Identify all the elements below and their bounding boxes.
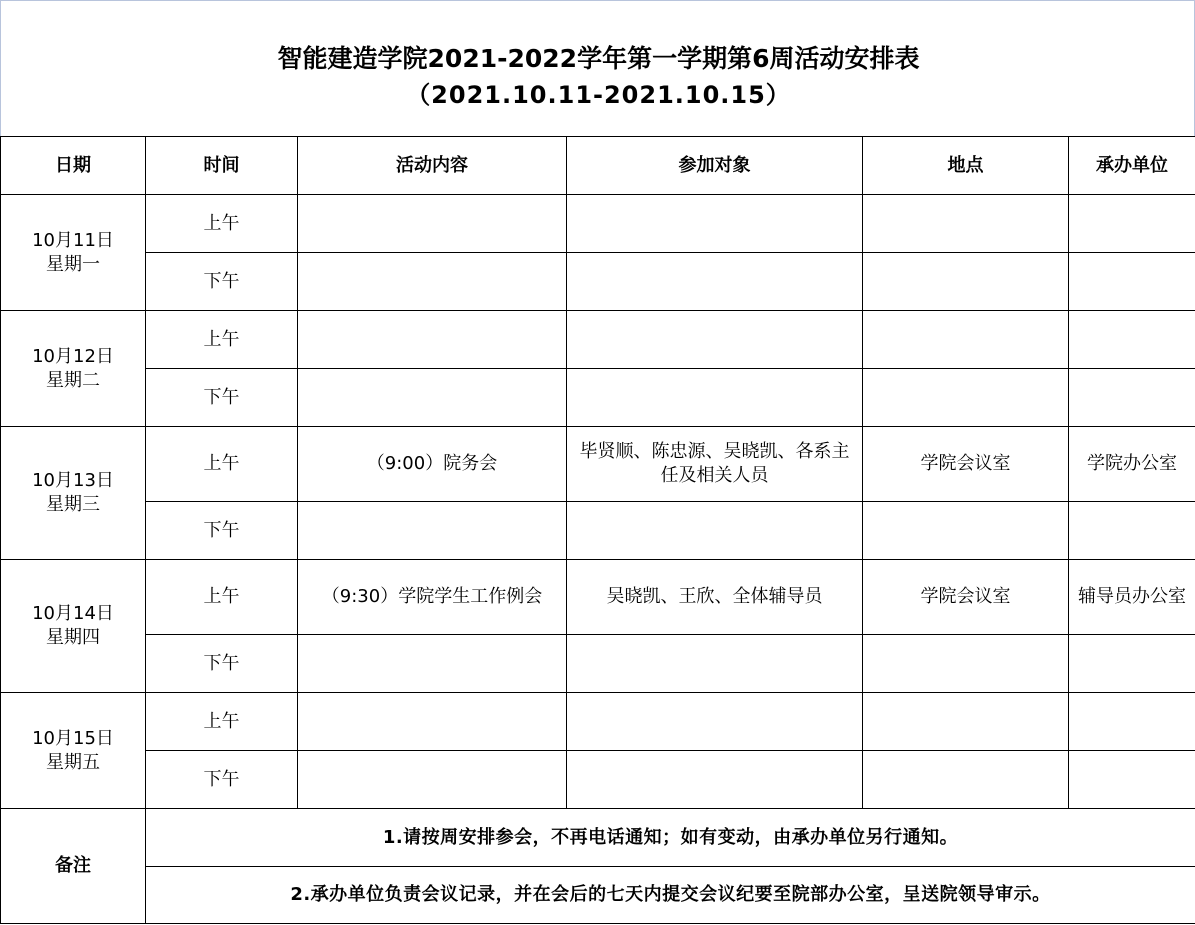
note-item: 2.承办单位负责会议记录，并在会后的七天内提交会议纪要至院部办公室，呈送院领导审示。 bbox=[146, 867, 1195, 924]
table-row bbox=[1, 195, 1195, 253]
content-cell bbox=[298, 311, 567, 369]
date-cell bbox=[1, 693, 146, 809]
participants-cell bbox=[567, 311, 863, 369]
table-row bbox=[1, 502, 1195, 560]
time-cell: 下午 bbox=[146, 253, 298, 311]
time-cell: 上午 bbox=[146, 560, 298, 635]
location-cell: 学院会议室 bbox=[863, 560, 1069, 635]
table-row bbox=[1, 369, 1195, 427]
date-cell bbox=[1, 311, 146, 427]
organizer-cell bbox=[1069, 369, 1195, 427]
location-cell bbox=[863, 253, 1069, 311]
date-label: 10月15日 bbox=[32, 727, 114, 749]
organizer-cell bbox=[1069, 311, 1195, 369]
content-cell bbox=[298, 751, 567, 809]
location-cell bbox=[863, 311, 1069, 369]
location-cell bbox=[863, 195, 1069, 253]
participants-cell bbox=[567, 693, 863, 751]
header-location: 地点 bbox=[863, 137, 1069, 195]
header-time: 时间 bbox=[146, 137, 298, 195]
participants-cell bbox=[567, 195, 863, 253]
note-item: 1.请按周安排参会，不再电话通知；如有变动，由承办单位另行通知。 bbox=[146, 809, 1195, 867]
location-cell bbox=[863, 693, 1069, 751]
header-row bbox=[1, 137, 1195, 195]
table-row bbox=[1, 751, 1195, 809]
header-organizer: 承办单位 bbox=[1069, 137, 1195, 195]
time-cell: 上午 bbox=[146, 311, 298, 369]
notes-row bbox=[1, 809, 1195, 867]
participants-cell bbox=[567, 751, 863, 809]
table-row bbox=[1, 427, 1195, 502]
weekday-label: 星期二 bbox=[46, 369, 100, 391]
weekday-label: 星期四 bbox=[46, 627, 100, 648]
organizer-cell bbox=[1069, 502, 1195, 560]
participants-cell bbox=[567, 502, 863, 560]
participants-cell: 吴晓凯、王欣、全体辅导员 bbox=[567, 560, 863, 635]
time-cell: 下午 bbox=[146, 369, 298, 427]
organizer-cell bbox=[1069, 195, 1195, 253]
weekday-label: 星期一 bbox=[46, 253, 100, 275]
notes-label: 备注 bbox=[1, 809, 146, 924]
participants-cell bbox=[567, 369, 863, 427]
schedule-table bbox=[0, 136, 1195, 924]
notes-row bbox=[1, 867, 1195, 924]
content-cell: （9:30）学院学生工作例会 bbox=[298, 560, 567, 635]
date-label: 10月11日 bbox=[32, 229, 114, 251]
organizer-cell: 学院办公室 bbox=[1069, 427, 1195, 502]
time-cell: 下午 bbox=[146, 635, 298, 693]
date-cell bbox=[1, 195, 146, 311]
date-range-subtitle: （2021.10.11-2021.10.15） bbox=[406, 81, 791, 109]
participants-cell bbox=[567, 635, 863, 693]
table-row bbox=[1, 693, 1195, 751]
content-cell bbox=[298, 635, 567, 693]
organizer-cell bbox=[1069, 751, 1195, 809]
location-cell: 学院会议室 bbox=[863, 427, 1069, 502]
location-cell bbox=[863, 369, 1069, 427]
weekday-label: 星期五 bbox=[46, 751, 100, 773]
header-participants: 参加对象 bbox=[567, 137, 863, 195]
date-label: 10月12日 bbox=[32, 345, 114, 367]
organizer-cell: 辅导员办公室 bbox=[1069, 560, 1195, 635]
time-cell: 上午 bbox=[146, 693, 298, 751]
content-cell: （9:00）院务会 bbox=[298, 427, 567, 502]
organizer-cell bbox=[1069, 635, 1195, 693]
organizer-cell bbox=[1069, 693, 1195, 751]
date-cell bbox=[1, 560, 146, 693]
weekday-label: 星期三 bbox=[46, 494, 100, 515]
content-cell bbox=[298, 253, 567, 311]
location-cell bbox=[863, 635, 1069, 693]
content-cell bbox=[298, 369, 567, 427]
title-area bbox=[0, 0, 1195, 137]
date-cell bbox=[1, 427, 146, 560]
time-cell: 上午 bbox=[146, 427, 298, 502]
time-cell: 下午 bbox=[146, 751, 298, 809]
table-row bbox=[1, 635, 1195, 693]
header-content: 活动内容 bbox=[298, 137, 567, 195]
table-row bbox=[1, 560, 1195, 635]
content-cell bbox=[298, 502, 567, 560]
table-row bbox=[1, 253, 1195, 311]
content-cell bbox=[298, 195, 567, 253]
table-row bbox=[1, 311, 1195, 369]
location-cell bbox=[863, 751, 1069, 809]
organizer-cell bbox=[1069, 253, 1195, 311]
participants-cell bbox=[567, 253, 863, 311]
page-title: 智能建造学院2021-2022学年第一学期第6周活动安排表 bbox=[277, 44, 920, 73]
participants-cell: 毕贤顺、陈忠源、吴晓凯、各系主任及相关人员 bbox=[567, 427, 863, 502]
date-label: 10月13日 bbox=[32, 470, 114, 491]
time-cell: 下午 bbox=[146, 502, 298, 560]
time-cell: 上午 bbox=[146, 195, 298, 253]
header-date: 日期 bbox=[1, 137, 146, 195]
date-label: 10月14日 bbox=[32, 603, 114, 624]
location-cell bbox=[863, 502, 1069, 560]
content-cell bbox=[298, 693, 567, 751]
